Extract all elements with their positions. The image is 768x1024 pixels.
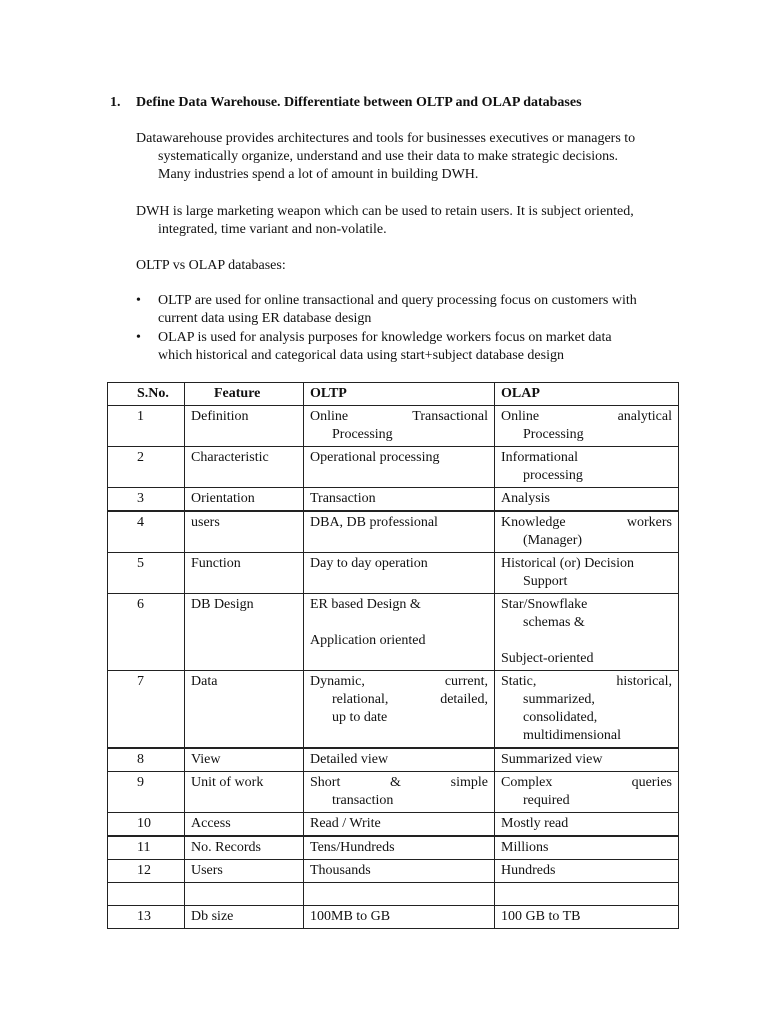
cell-sno: 10 bbox=[108, 813, 185, 837]
cell-oltp bbox=[304, 594, 495, 671]
cell-olap: Mostly read bbox=[495, 813, 679, 837]
cell-feature: users bbox=[185, 511, 304, 553]
cell-feature: Users bbox=[185, 860, 304, 883]
cell-olap: Millions bbox=[495, 836, 679, 860]
cell-text: up to date bbox=[332, 710, 388, 725]
table-row bbox=[108, 748, 679, 772]
cell-sno: 6 bbox=[108, 594, 185, 671]
cell-feature: Unit of work bbox=[185, 772, 304, 813]
bullet-list bbox=[136, 292, 681, 366]
paragraph-line: systematically organize, understand and use their data to make strategic decisions. bbox=[158, 149, 619, 164]
cell-feature: No. Records bbox=[185, 836, 304, 860]
cell-text: Knowledge bbox=[501, 515, 566, 530]
header-feature: Feature bbox=[185, 383, 304, 406]
cell-olap bbox=[495, 553, 679, 594]
cell-oltp: Detailed view bbox=[304, 748, 495, 772]
cell-sno: 13 bbox=[108, 906, 185, 929]
cell-sno: 4 bbox=[108, 511, 185, 553]
cell-text: detailed, bbox=[440, 692, 488, 707]
cell-text: Historical (or) Decision bbox=[501, 556, 634, 571]
paragraph-line: Datawarehouse provides architectures and tools for businesses executives or managers to bbox=[136, 131, 636, 146]
table-row bbox=[108, 671, 679, 749]
cell-text: current, bbox=[444, 674, 488, 689]
cell-text: Support bbox=[523, 574, 568, 589]
comparison-table bbox=[107, 382, 679, 929]
cell-olap bbox=[495, 511, 679, 553]
cell-text: Online bbox=[310, 409, 349, 424]
cell-text: Star/Snowflake bbox=[501, 597, 588, 612]
cell-text: Informational bbox=[501, 450, 578, 465]
cell-oltp: Operational processing bbox=[304, 447, 495, 488]
paragraph-line: Many industries spend a lot of amount in building DWH. bbox=[158, 167, 479, 182]
cell-olap: Analysis bbox=[495, 488, 679, 512]
cell-oltp bbox=[304, 406, 495, 447]
table-row bbox=[108, 447, 679, 488]
cell-olap bbox=[495, 594, 679, 671]
cell-feature: Db size bbox=[185, 906, 304, 929]
paragraph-definition bbox=[136, 130, 681, 184]
bullet-icon: • bbox=[136, 330, 141, 345]
cell-text: multidimensional bbox=[523, 728, 621, 743]
cell-sno: 5 bbox=[108, 553, 185, 594]
cell-sno: 8 bbox=[108, 748, 185, 772]
table-header-row bbox=[108, 383, 679, 406]
cell-feature: View bbox=[185, 748, 304, 772]
cell-text: consolidated, bbox=[523, 710, 598, 725]
cell-text: & bbox=[390, 775, 401, 790]
cell-feature: Orientation bbox=[185, 488, 304, 512]
cell-text: Subject-oriented bbox=[501, 651, 594, 666]
bullet-line: current data using ER database design bbox=[158, 311, 372, 326]
cell-text: simple bbox=[450, 775, 488, 790]
cell-oltp bbox=[304, 772, 495, 813]
table-row bbox=[108, 488, 679, 512]
cell-text: historical, bbox=[616, 674, 672, 689]
cell-text: relational, bbox=[332, 692, 389, 707]
table-row bbox=[108, 594, 679, 671]
cell-feature: Characteristic bbox=[185, 447, 304, 488]
cell-sno: 1 bbox=[108, 406, 185, 447]
cell-text: Application oriented bbox=[310, 633, 426, 648]
cell-feature: DB Design bbox=[185, 594, 304, 671]
header-oltp: OLTP bbox=[304, 383, 495, 406]
cell-text: Short bbox=[310, 775, 341, 790]
cell-oltp: Read / Write bbox=[304, 813, 495, 837]
header-sno: S.No. bbox=[108, 383, 185, 406]
cell-sno: 2 bbox=[108, 447, 185, 488]
cell-empty bbox=[304, 883, 495, 906]
table-row bbox=[108, 906, 679, 929]
bullet-icon: • bbox=[136, 293, 141, 308]
cell-text: schemas & bbox=[523, 615, 585, 630]
paragraph-line: integrated, time variant and non-volatile. bbox=[158, 222, 387, 237]
cell-oltp: Tens/Hundreds bbox=[304, 836, 495, 860]
cell-feature: Data bbox=[185, 671, 304, 749]
cell-text: queries bbox=[631, 775, 672, 790]
bullet-item bbox=[136, 329, 681, 365]
question-number: 1. bbox=[110, 95, 121, 110]
header-olap: OLAP bbox=[495, 383, 679, 406]
cell-empty bbox=[495, 883, 679, 906]
cell-feature: Function bbox=[185, 553, 304, 594]
cell-oltp: Thousands bbox=[304, 860, 495, 883]
cell-text: analytical bbox=[617, 409, 672, 424]
cell-oltp: DBA, DB professional bbox=[304, 511, 495, 553]
cell-oltp: Day to day operation bbox=[304, 553, 495, 594]
question-heading bbox=[110, 94, 582, 112]
paragraph-line: DWH is large marketing weapon which can be used to retain users. It is subject oriented, bbox=[136, 204, 634, 219]
table-row bbox=[108, 813, 679, 837]
cell-text: Processing bbox=[332, 427, 393, 442]
question-title: Define Data Warehouse. Differentiate between OLTP and OLAP databases bbox=[136, 95, 582, 110]
cell-text: required bbox=[523, 793, 570, 808]
cell-empty bbox=[108, 883, 185, 906]
cell-feature: Access bbox=[185, 813, 304, 837]
paragraph-oltp-vs-olap: OLTP vs OLAP databases: bbox=[136, 258, 286, 273]
cell-text: Transactional bbox=[412, 409, 488, 424]
cell-oltp: Transaction bbox=[304, 488, 495, 512]
cell-sno: 3 bbox=[108, 488, 185, 512]
cell-olap bbox=[495, 406, 679, 447]
cell-feature: Definition bbox=[185, 406, 304, 447]
cell-olap: 100 GB to TB bbox=[495, 906, 679, 929]
table-row bbox=[108, 511, 679, 553]
cell-text: transaction bbox=[332, 793, 394, 808]
cell-text: Complex bbox=[501, 775, 553, 790]
cell-text: Static, bbox=[501, 674, 537, 689]
cell-olap bbox=[495, 671, 679, 749]
cell-olap: Summarized view bbox=[495, 748, 679, 772]
cell-text: Processing bbox=[523, 427, 584, 442]
cell-text: summarized, bbox=[523, 692, 595, 707]
cell-sno: 9 bbox=[108, 772, 185, 813]
cell-text: Online bbox=[501, 409, 540, 424]
table-row bbox=[108, 836, 679, 860]
cell-sno: 11 bbox=[108, 836, 185, 860]
table-row bbox=[108, 553, 679, 594]
cell-oltp bbox=[304, 671, 495, 749]
cell-olap bbox=[495, 447, 679, 488]
cell-text: processing bbox=[523, 468, 583, 483]
cell-empty bbox=[185, 883, 304, 906]
cell-olap bbox=[495, 772, 679, 813]
cell-sno: 12 bbox=[108, 860, 185, 883]
cell-text: Dynamic, bbox=[310, 674, 365, 689]
cell-text: (Manager) bbox=[523, 533, 583, 548]
table-row-empty bbox=[108, 883, 679, 906]
table-row bbox=[108, 772, 679, 813]
paragraph-dwh bbox=[136, 203, 681, 239]
table-row bbox=[108, 406, 679, 447]
cell-sno: 7 bbox=[108, 671, 185, 749]
bullet-line: OLTP are used for online transactional and query processing focus on customers with bbox=[158, 293, 637, 308]
cell-text: ER based Design & bbox=[310, 597, 421, 612]
cell-olap: Hundreds bbox=[495, 860, 679, 883]
bullet-line: which historical and categorical data using start+subject database design bbox=[158, 348, 564, 363]
cell-text: workers bbox=[626, 515, 672, 530]
table-row bbox=[108, 860, 679, 883]
cell-oltp: 100MB to GB bbox=[304, 906, 495, 929]
bullet-line: OLAP is used for analysis purposes for knowledge workers focus on market data bbox=[158, 330, 612, 345]
bullet-item bbox=[136, 292, 681, 328]
